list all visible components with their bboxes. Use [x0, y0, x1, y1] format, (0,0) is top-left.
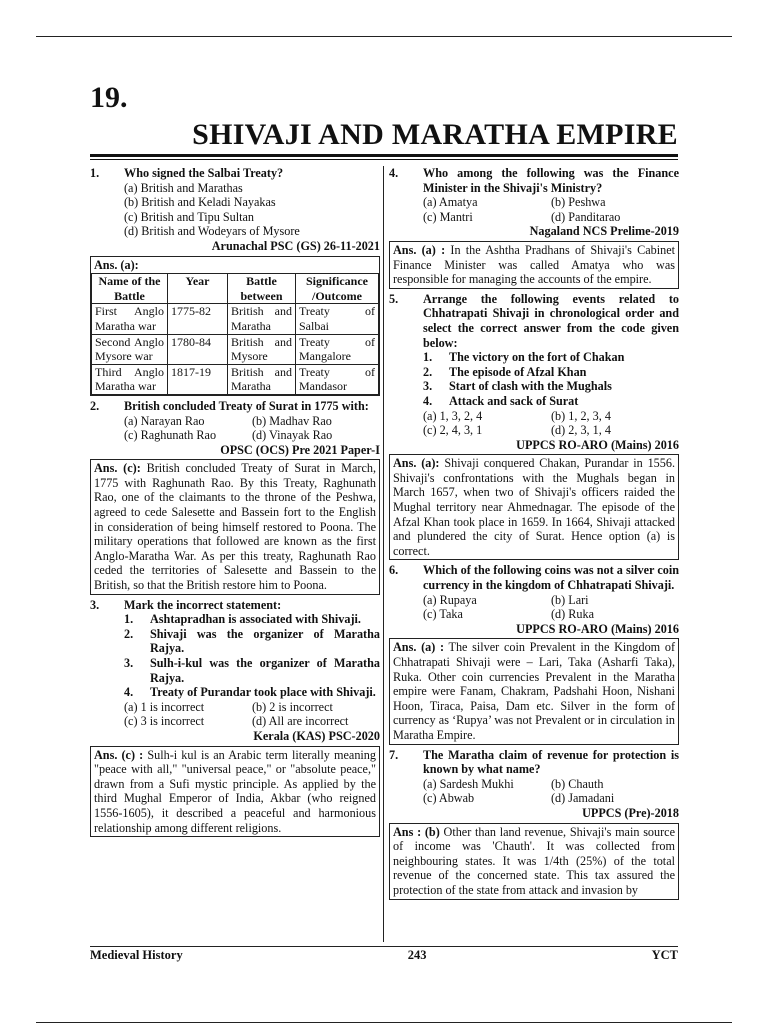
option-a: (a) Rupaya	[423, 592, 477, 607]
answer-text: Sulh-i kul is an Arabic term literally meaning "peace with all," "universal peace," or "absolute peace," drawn from a Sufi mystic principle. As applied by the third Mughal Emperor of India, Akbar (who reigned 1556-1605), it described a peaceful and harmonious relationship among different religions.	[94, 747, 376, 835]
question-number: 1.	[90, 166, 100, 180]
table-header-row	[92, 274, 379, 304]
question-text: The Maratha claim of revenue for protection is known by what name?	[423, 747, 679, 777]
question-number: 4.	[389, 166, 399, 180]
options	[389, 593, 679, 622]
table-row	[92, 364, 379, 394]
table-cell: 1780-84	[168, 334, 228, 364]
question-text: British concluded Treaty of Surat in 1775 with:	[124, 398, 369, 413]
question-number: 5.	[389, 291, 399, 306]
table-cell: British and Mysore	[228, 334, 296, 364]
option-d: (d) British and Wodeyars of Mysore	[124, 224, 300, 239]
exam-source: Kerala (KAS) PSC-2020	[253, 728, 380, 743]
question-number: 3.	[90, 597, 100, 612]
answer-label: Ans. (a):	[94, 257, 139, 272]
title-rule-thick	[90, 154, 678, 157]
option-b: (b) 2 is incorrect	[252, 699, 333, 714]
option-c: (c) Abwab	[423, 791, 475, 806]
column-divider	[383, 166, 384, 942]
statement: 1. The victory on the fort of Chakan	[423, 350, 625, 365]
exam-source: UPPCS RO-ARO (Mains) 2016	[516, 621, 679, 636]
answer-text: British concluded Treaty of Surat in March, 1775 with Raghunath Rao. By this Treaty, Raghunath Rao, one of the claimants to the throne of the Peshwa, agreed to cede Salesette and Bassein fort to the English in consideration of being himself restored to Poona. The military operations that followed are known as the first Anglo-Maratha War. As per this treaty, Raghunath Rao ceded the territories of Salesette and Bassein to the British, so that the British restore him to Poona.	[94, 461, 376, 593]
option-c: (c) Raghunath Rao	[124, 428, 217, 443]
option-c: (c) 2, 4, 3, 1	[423, 423, 483, 438]
battle-table	[91, 273, 379, 395]
options	[90, 700, 380, 729]
column-header: Significance /Outcome	[296, 274, 379, 304]
option-c: (c) 3 is incorrect	[124, 714, 205, 729]
statement: 4. Attack and sack of Surat	[423, 393, 579, 408]
answer-box	[389, 823, 679, 900]
statement: 3. Start of clash with the Mughals	[423, 379, 612, 394]
table-cell: Treaty of Mangalore	[296, 334, 379, 364]
answer-label: Ans. (c) :	[94, 747, 144, 762]
statement: 3. Sulh-i-kul was the organizer of Maratha Rajya.	[124, 656, 380, 685]
question-1	[90, 166, 380, 396]
exam-source: Nagaland NCS Prelime-2019	[529, 224, 679, 239]
question-text: Arrange the following events related to Chhatrapati Shivaji in chronological order and select the correct answer from the code given below:	[423, 291, 679, 350]
question-text: Who signed the Salbai Treaty?	[124, 166, 284, 180]
option-a: (a) Amatya	[423, 195, 478, 210]
exam-source: UPPCS RO-ARO (Mains) 2016	[516, 437, 679, 452]
question-5	[389, 292, 679, 561]
table-cell: 1817-19	[168, 364, 228, 394]
option-d: (d) Vinayak Rao	[252, 428, 333, 443]
answer-text: Other than land revenue, Shivaji's main source of income was 'Chauth'. It was collected from neighbouring states. It was 1/4th (25%) of the total revenue of the concerned state. This tax assured the protection of the state from attack and invasion by	[393, 824, 675, 897]
answer-text: Shivaji conquered Chakan, Purandar in 1556. Shivaji's confrontations with the Mughals began in March 1657, when two of Shivaji's officers raided the Mughal territory near Ahmednagar. The episode of the Afzal Khan took place in 1659. In 1664, Shivaji attacked and plundered the city of Surat. Hence option (a) is correct.	[393, 456, 675, 558]
table-cell: 1775-82	[168, 304, 228, 334]
option-d: (d) Panditarao	[551, 209, 621, 224]
table-cell: Treaty of Mandasor	[296, 364, 379, 394]
answer-box	[389, 454, 679, 560]
question-number: 7.	[389, 747, 399, 762]
statement: 2. Shivaji was the organizer of Maratha Rajya.	[124, 626, 380, 656]
table-cell: Second Anglo Mysore war	[92, 334, 168, 364]
question-3	[90, 598, 380, 838]
table-cell: British and Maratha	[228, 304, 296, 334]
table-cell: First Anglo Maratha war	[92, 304, 168, 334]
page-number: 243	[407, 948, 427, 962]
column-header: Name of the Battle	[92, 274, 168, 304]
footer-rule	[90, 946, 678, 947]
question-text: Which of the following coins was not a silver coin currency in the kingdom of Chhatrapati Shivaji.	[423, 563, 679, 593]
question-text: Who among the following was the Finance Minister in the Shivaji's Ministry?	[423, 166, 679, 195]
option-a: (a) 1, 3, 2, 4	[423, 408, 483, 423]
answer-label: Ans. (a) :	[393, 640, 445, 655]
table-cell: Third Anglo Maratha war	[92, 364, 168, 394]
option-a: (a) Sardesh Mukhi	[423, 776, 514, 791]
exam-source: OPSC (OCS) Pre 2021 Paper-I	[220, 442, 380, 457]
answer-box	[389, 241, 679, 289]
question-4	[389, 166, 679, 289]
chapter-title: SHIVAJI AND MARATHA EMPIRE	[192, 118, 678, 151]
answer-label: Ans. (a):	[393, 456, 440, 471]
table-row	[92, 304, 379, 334]
chapter-number: 19.	[90, 81, 128, 114]
option-b: (b) Peshwa	[551, 195, 606, 210]
option-c: (c) British and Tipu Sultan	[124, 209, 255, 224]
option-a: (a) Narayan Rao	[124, 413, 205, 428]
option-c: (c) Mantri	[423, 209, 473, 224]
option-c: (c) Taka	[423, 607, 463, 622]
option-d: (d) All are incorrect	[252, 714, 349, 729]
option-b: (b) Lari	[551, 592, 589, 607]
question-7	[389, 748, 679, 900]
bottom-rule	[36, 1022, 732, 1023]
option-b: (b) Chauth	[551, 776, 604, 791]
table-row	[92, 334, 379, 364]
option-d: (d) Jamadani	[551, 791, 615, 806]
statement: 1. Ashtapradhan is associated with Shivaji.	[124, 612, 361, 627]
option-b: (b) British and Keladi Nayakas	[124, 195, 276, 210]
option-d: (d) 2, 3, 1, 4	[551, 423, 611, 438]
options	[389, 777, 679, 806]
answer-box	[389, 638, 679, 744]
options	[90, 414, 380, 443]
answer-label: Ans. (c):	[94, 461, 141, 476]
exam-source: UPPCS (Pre)-2018	[582, 805, 679, 820]
answer-label: Ans : (b)	[393, 824, 440, 839]
statement: 2. The episode of Afzal Khan	[423, 364, 587, 379]
options	[389, 195, 679, 224]
question-2	[90, 399, 380, 595]
answer-label: Ans. (a) :	[393, 242, 446, 257]
options	[389, 409, 679, 438]
question-text: Mark the incorrect statement:	[124, 597, 282, 612]
option-a: (a) 1 is incorrect	[124, 699, 205, 714]
top-rule	[36, 36, 732, 37]
statement: 4. Treaty of Purandar took place with Shivaji.	[124, 685, 376, 700]
answer-box	[90, 459, 380, 594]
page-footer	[90, 948, 678, 963]
exam-source: Arunachal PSC (GS) 26-11-2021	[211, 238, 380, 253]
question-number: 2.	[90, 398, 100, 413]
right-column	[389, 166, 679, 903]
option-a: (a) British and Marathas	[124, 180, 243, 195]
footer-publisher: YCT	[651, 948, 678, 962]
question-number: 6.	[389, 563, 399, 578]
column-header: Year	[168, 274, 228, 304]
title-rule-thin	[90, 159, 678, 160]
answer-box	[90, 746, 380, 838]
left-column	[90, 166, 380, 840]
statements	[90, 612, 380, 700]
footer-subject: Medieval History	[90, 948, 183, 962]
answer-text: The silver coin Prevalent in the Kingdom of Chhatrapati Shivaji were – Lari, Taka (Asharfi Taka), Ruka. Other coin currencies Prevalent in the Maratha empire were Fanam, Chakram, Padshahi Hoon, Nishani Hoon, Tiraca, Paisa, Dam etc. Silver in the form of currency as ‘Rupya’ was not Prevalent or in circulation in Maratha Empire.	[393, 640, 675, 742]
statements	[389, 350, 679, 408]
table-cell: British and Maratha	[228, 364, 296, 394]
answer-text: In the Ashtha Pradhans of Shivaji's Cabinet Finance Minister was called Amatya who was responsible for managing the accounts of the empire.	[393, 242, 675, 287]
answer-box	[90, 256, 380, 396]
option-b: (b) Madhav Rao	[252, 413, 332, 428]
column-header: Battle between	[228, 274, 296, 304]
option-d: (d) Ruka	[551, 607, 594, 622]
option-b: (b) 1, 2, 3, 4	[551, 408, 611, 423]
table-cell: Treaty of Salbai	[296, 304, 379, 334]
question-6	[389, 563, 679, 744]
options	[90, 181, 380, 239]
